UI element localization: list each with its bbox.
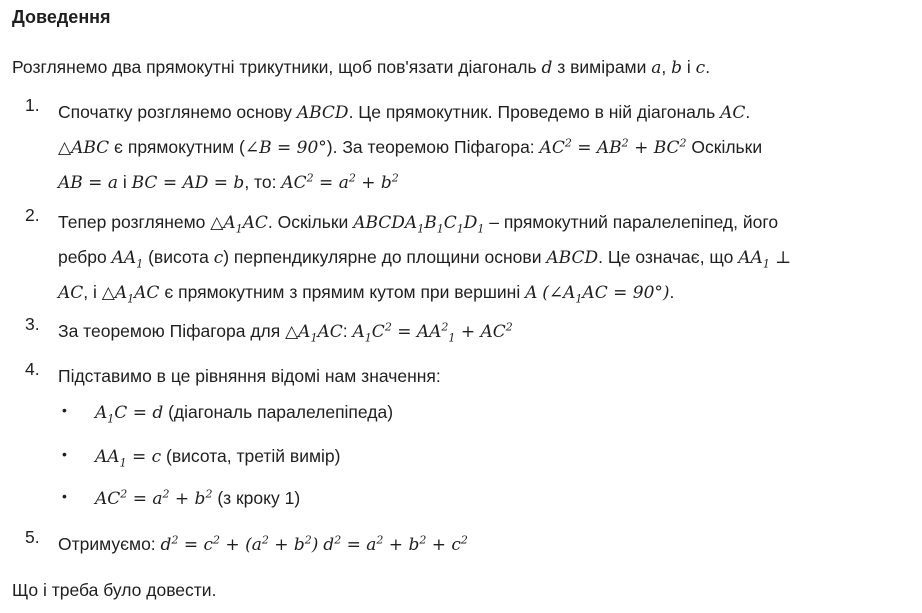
math-sup: 2 — [213, 533, 221, 547]
step-2-line-3 — [58, 275, 905, 310]
intro-text-1: Розглянемо два прямокутні трикутники, щоб пов'язати діагональ — [12, 57, 537, 77]
math-part: △A — [210, 213, 236, 233]
math-sub: 1 — [575, 292, 583, 306]
math-part: C — [443, 213, 457, 233]
math-part: + b — [361, 173, 392, 193]
step-4-number: 4. — [25, 359, 40, 379]
step-1 — [25, 95, 905, 200]
math-sup: 2 — [419, 533, 427, 547]
math-part: B — [424, 213, 437, 233]
step-2-line-2 — [58, 240, 905, 275]
proof-heading: Доведення — [12, 7, 111, 27]
step-2 — [25, 205, 905, 310]
math-expr — [95, 489, 212, 509]
bullet-item — [62, 488, 862, 509]
intro-and: і — [686, 57, 691, 77]
math-part: AC — [95, 489, 121, 509]
math-sup: 2 — [304, 533, 312, 547]
math-expr — [540, 138, 687, 158]
math-sub: 1 — [417, 222, 425, 236]
step-4 — [25, 359, 905, 393]
math-sub: 1 — [762, 257, 770, 271]
step-text: Тепер розглянемо — [58, 212, 206, 232]
step-1-line-1 — [58, 95, 905, 130]
step-text: . Оскільки — [267, 212, 349, 232]
math-sub: 1 — [310, 331, 318, 345]
math-sub: 1 — [136, 257, 144, 271]
step-5-line — [58, 527, 905, 562]
math-part: + (a — [225, 535, 262, 555]
step-text: є прямокутним ( — [114, 137, 245, 157]
step-1-line-2 — [58, 130, 905, 165]
step-text: . Це означає, що — [598, 247, 734, 267]
math-part: AC — [134, 283, 160, 303]
math-sup: 2 — [564, 136, 572, 150]
math-sup: 2 — [391, 171, 399, 185]
step-text: є прямокутним з прямим кутом при вершині — [164, 282, 521, 302]
math-sup: 2 — [171, 533, 179, 547]
math-expr: ABCD — [546, 248, 599, 268]
step-text: і — [122, 172, 127, 192]
math-sub: 1 — [436, 222, 444, 236]
intro-var-c: c — [695, 58, 706, 78]
math-sub: 1 — [456, 222, 464, 236]
step-text: . — [745, 102, 751, 122]
step-text: Спочатку розглянемо основу — [58, 102, 292, 122]
math-sub: 1 — [448, 331, 456, 345]
math-part: A — [95, 403, 108, 423]
bullet-item — [62, 446, 862, 470]
math-part: (∠A — [542, 283, 576, 303]
math-expr — [323, 535, 468, 555]
math-expr: △ABC — [58, 138, 110, 158]
math-expr: AB = a — [58, 173, 118, 193]
math-sup: 2 — [162, 487, 170, 501]
math-part: C — [371, 322, 385, 342]
bullet-text: (діагональ паралелепіпеда) — [168, 402, 394, 422]
step-text: Оскільки — [691, 137, 763, 157]
math-expr — [353, 213, 485, 236]
math-part: AA — [111, 248, 137, 268]
step-3-line — [58, 314, 905, 349]
math-part: △A — [101, 283, 128, 303]
math-sup: 2 — [306, 171, 314, 185]
math-part: + b — [174, 489, 206, 509]
intro-end: . — [705, 57, 711, 77]
math-part: = AB — [577, 138, 622, 158]
step-text: . Це прямокутник. Проведемо в ній діагональ — [348, 102, 716, 122]
math-expr — [352, 320, 513, 345]
math-sub: 1 — [235, 222, 243, 236]
math-part: = a — [132, 489, 163, 509]
math-sup: 2 — [334, 533, 342, 547]
step-text: – прямокутний паралелепіпед, його — [489, 212, 779, 232]
math-part: d — [160, 535, 172, 555]
step-2-number: 2. — [25, 205, 40, 225]
math-expr — [285, 322, 343, 345]
math-sup: 2 — [441, 320, 449, 334]
math-expr: A — [525, 283, 538, 303]
math-expr — [542, 283, 670, 306]
math-part: AC — [317, 322, 343, 342]
math-expr: ABCD — [296, 103, 349, 123]
step-text: ) перпендикулярне до площини основи — [223, 247, 542, 267]
math-part: + BC — [634, 138, 680, 158]
bullet-dot: • — [62, 446, 67, 462]
math-part: AC — [539, 138, 565, 158]
perpendicular-symbol: ⊥ — [775, 248, 792, 268]
intro-var-b: b — [671, 58, 683, 78]
math-part: + c — [431, 535, 461, 555]
math-expr — [111, 248, 144, 271]
math-expr — [210, 213, 268, 236]
math-expr — [101, 283, 160, 306]
math-part: + AC — [460, 322, 506, 342]
bullet-text: (висота, третій вимір) — [166, 446, 341, 466]
step-text: : — [342, 321, 348, 341]
step-text: . — [669, 282, 675, 302]
math-sup: 2 — [384, 320, 392, 334]
bullet-dot: • — [62, 402, 67, 418]
step-text: , і — [83, 282, 97, 302]
math-expr: ∠B = 90° — [244, 138, 327, 158]
math-part: = c — [183, 535, 214, 555]
bullet-text: (з кроку 1) — [217, 488, 301, 508]
math-part: C = d — [114, 403, 164, 423]
math-sup: 2 — [460, 533, 468, 547]
math-part: AC = 90°) — [582, 283, 670, 303]
math-part: A — [352, 322, 365, 342]
math-part: △A — [285, 322, 311, 342]
conclusion-text: Що і треба було довести. — [12, 580, 217, 600]
step-3-number: 3. — [25, 314, 40, 334]
math-expr — [95, 403, 164, 426]
math-part: ABCDA — [353, 213, 418, 233]
step-text: ). За теоремою Піфагора: — [326, 137, 535, 157]
math-part: = AA — [397, 322, 442, 342]
bullet-dot: • — [62, 488, 67, 504]
math-sup: 2 — [120, 487, 128, 501]
math-expr — [281, 173, 398, 193]
math-sup: 2 — [261, 533, 269, 547]
math-sub: 1 — [107, 412, 115, 426]
math-part: + b — [388, 535, 420, 555]
math-sup: 2 — [505, 320, 513, 334]
math-sup: 2 — [205, 487, 213, 501]
step-3 — [25, 314, 905, 349]
math-part: = a — [346, 535, 377, 555]
math-sup: 2 — [376, 533, 384, 547]
math-sub: 1 — [127, 292, 135, 306]
bullet-item — [62, 402, 862, 426]
math-sub: 1 — [364, 331, 372, 345]
intro-text-2: з вимірами — [557, 57, 647, 77]
math-part: = c — [131, 447, 162, 467]
math-sup: 2 — [621, 136, 629, 150]
intro-var-a: a — [651, 58, 662, 78]
math-sup: 2 — [679, 136, 687, 150]
math-part: = a — [319, 173, 349, 193]
math-expr — [95, 447, 162, 470]
intro-comma: , — [661, 57, 667, 77]
step-text: (висота — [148, 247, 209, 267]
math-part: d — [323, 535, 335, 555]
math-sub: 1 — [119, 456, 127, 470]
math-part: AC — [242, 213, 268, 233]
math-part: ) — [311, 535, 319, 555]
math-part: AC — [281, 173, 307, 193]
math-expr: BC = AD = b — [131, 173, 245, 193]
step-4-line: Підставимо в це рівняння відомі нам значення: — [58, 366, 441, 386]
math-part: AA — [95, 447, 120, 467]
step-text: За теоремою Піфагора для — [58, 321, 281, 341]
step-5-number: 5. — [25, 527, 40, 547]
step-1-number: 1. — [25, 95, 40, 115]
math-sub: 1 — [477, 222, 485, 236]
step-5 — [25, 527, 905, 562]
step-text: ребро — [58, 247, 107, 267]
math-expr: AC — [58, 283, 84, 303]
intro-var-d: d — [541, 58, 553, 78]
step-2-line-1 — [58, 205, 905, 240]
math-part: AA — [738, 248, 763, 268]
math-expr — [738, 248, 792, 271]
math-part: D — [463, 213, 478, 233]
math-expr: AC — [720, 103, 746, 123]
intro-paragraph — [12, 57, 710, 78]
math-part: + b — [274, 535, 305, 555]
math-expr — [161, 535, 319, 555]
math-expr: c — [213, 248, 224, 268]
step-text: Отримуємо: — [58, 534, 156, 554]
math-sup: 2 — [348, 171, 356, 185]
step-1-line-3 — [58, 165, 905, 200]
step-text: , то: — [244, 172, 277, 192]
